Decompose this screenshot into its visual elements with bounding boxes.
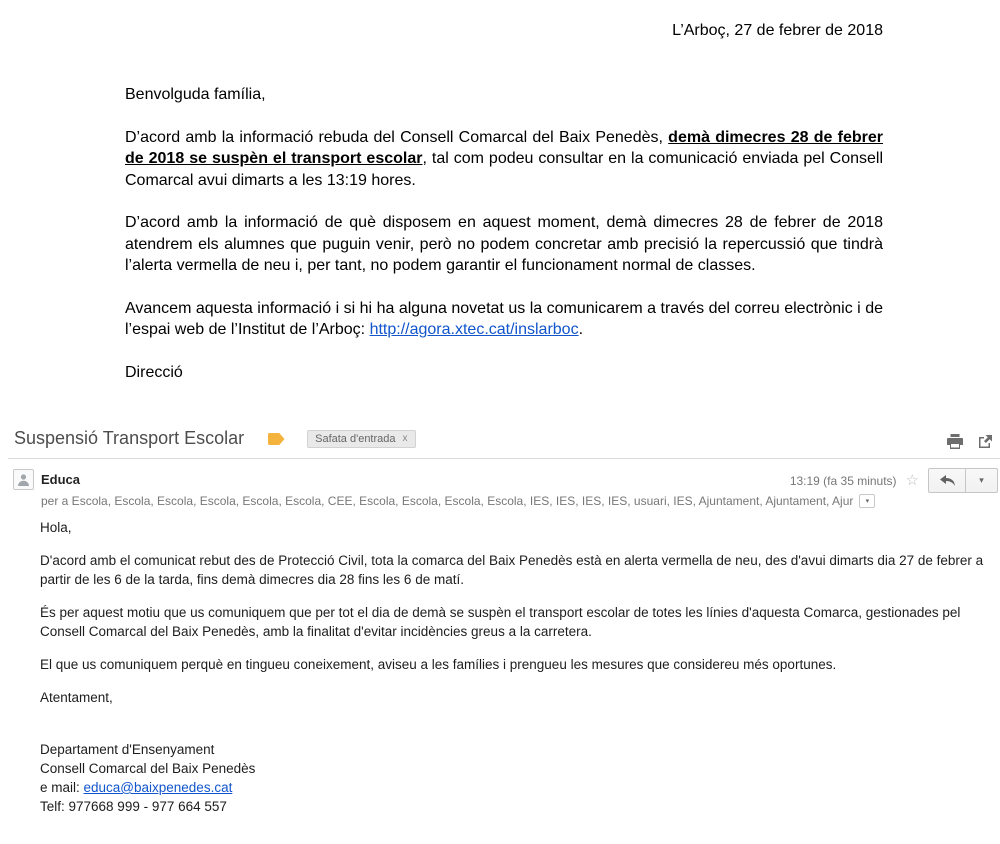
signature-line-phone: Telf: 977668 999 - 977 664 557 <box>40 799 227 814</box>
email-paragraph: Atentament, <box>40 690 113 705</box>
email-paragraph: D'acord amb el comunicat rebut des de Protecció Civil, tota la comarca del Baix Penedès està en alerta vermella de neu, des d'avui dimarts dia 27 de febrer a partir de les 6 de la tarda, fins demà dimecres dia 28 fins les 6 de matí. <box>40 553 984 587</box>
email-timestamp: 13:19 (fa 35 minuts) <box>789 473 897 488</box>
letter-paragraph-2: D’acord amb la informació de què disposem en aquest moment, demà dimecres 28 de febrer de 2018 atendrem els alumnes que puguin venir, però no podem concretar amb precisió la repercussió que tindrà l’alerta vermella de neu i, per tant, no podem garantir el funcionament normal de classes. <box>125 214 883 274</box>
print-icon[interactable] <box>947 434 963 449</box>
inbox-label-text: Safata d'entrada <box>315 432 396 445</box>
email-signature <box>40 740 985 816</box>
star-icon[interactable]: ☆ <box>905 472 919 489</box>
email-paragraph: El que us comuniquem perquè en tingueu coneixement, aviseu a les famílies i prengueu les mesures que considereu més oportunes. <box>40 657 837 672</box>
sender-avatar[interactable] <box>13 469 34 490</box>
reply-arrow-icon <box>940 475 955 486</box>
letter-salutation: Benvolguda família, <box>125 86 266 103</box>
email-meta-right <box>790 468 998 493</box>
more-reply-options-button[interactable]: ▾ <box>966 468 998 493</box>
letter-closing: Direcció <box>125 363 183 381</box>
letter-p1-post: , tal com podeu consultar en la comunicació enviada pel Consell Comarcal avui dimarts a les 13:19 hores. <box>125 150 884 189</box>
recipients-text: per a Escola, Escola, Escola, Escola, Escola, Escola, CEE, Escola, Escola, Escola, Escola, IES, IES, IES, IES, usuari, IES, Ajuntament, Ajuntament, Ajur <box>41 494 854 508</box>
email-paragraph: És per aquest motiu que us comuniquem que per tot el dia de demà se suspèn el transport escolar de totes les línies d'aquesta Comarca, gestionades pel Consell Comarcal del Baix Penedès, amb la finalitat d'evitar incidències greus a la carretera. <box>40 605 961 639</box>
reply-button[interactable] <box>928 468 966 493</box>
remove-label-icon[interactable]: x <box>402 433 408 444</box>
inbox-label-chip[interactable] <box>307 430 415 448</box>
letter-p1-pre: D’acord amb la informació rebuda del Consell Comarcal del Baix Penedès, <box>125 128 669 146</box>
letter-p3-post: . <box>578 321 584 338</box>
email-body <box>40 518 985 816</box>
letter-website-link[interactable]: http://agora.xtec.cat/inslarboc <box>369 321 579 338</box>
signature-line-department: Departament d'Ensenyament <box>40 742 215 757</box>
letter-paragraph-3 <box>125 298 883 341</box>
email-paragraph: Hola, <box>40 520 72 535</box>
letter-body <box>125 84 883 404</box>
signature-line-email <box>40 778 985 797</box>
email-divider <box>8 458 1000 459</box>
show-details-icon[interactable]: ▾ <box>859 494 875 508</box>
letter-p1-emphasis: demà dimecres 28 de febrer de 2018 se suspèn el transport escolar <box>125 128 883 167</box>
signature-line-org: Consell Comarcal del Baix Penedès <box>40 761 256 776</box>
letter-p3-pre: Avancem aquesta informació i si hi ha alguna novetat us la comunicarem a través del correu electrònic i de l’espai web de l’Institut de l’Arboç: <box>125 299 883 338</box>
signature-email-label: e mail: <box>40 780 84 795</box>
sender-name: Educa <box>41 472 81 487</box>
email-subject: Suspensió Transport Escolar <box>14 428 245 448</box>
letter-date: L’Arboç, 27 de febrer de 2018 <box>672 22 883 39</box>
letter-paragraph-1 <box>125 127 883 192</box>
signature-email-link[interactable]: educa@baixpenedes.cat <box>83 780 233 795</box>
label-tag-icon <box>268 433 285 445</box>
open-in-new-window-icon[interactable] <box>978 435 992 449</box>
reply-button-group <box>928 468 998 493</box>
recipients-row <box>41 494 875 508</box>
email-header-actions <box>947 434 992 449</box>
email-subject-row <box>14 428 416 449</box>
